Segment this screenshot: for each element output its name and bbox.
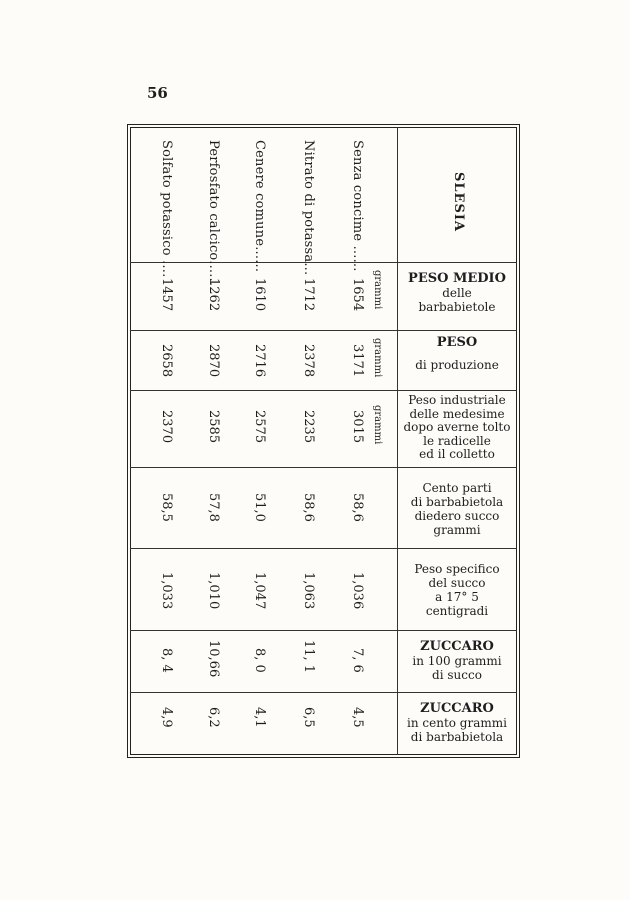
unit-label: grammi xyxy=(372,270,383,310)
table-cell: 7, 6 xyxy=(350,648,365,673)
header-line: diedero succo xyxy=(414,509,500,523)
header-line: del succo xyxy=(428,576,486,590)
header-line: di barbabietola xyxy=(410,495,504,509)
table-cell: 1,036 xyxy=(350,572,365,610)
header-line: Cento parti xyxy=(422,481,492,495)
table-cell: 1,047 xyxy=(252,572,267,610)
row-divider xyxy=(130,390,517,391)
table-cell: 8, 0 xyxy=(252,648,267,673)
column-header xyxy=(398,272,516,314)
row-divider xyxy=(130,467,517,468)
column-header xyxy=(398,336,516,372)
table-cell: 4,9 xyxy=(159,707,174,728)
row-label: Senza concime ...... xyxy=(350,140,365,272)
table-cell: 1,063 xyxy=(301,572,316,610)
header-line: Peso specifico xyxy=(414,562,500,576)
table-cell: 2585 xyxy=(206,410,221,444)
table-cell: 2235 xyxy=(301,410,316,444)
header-line: di succo xyxy=(432,668,482,682)
row-divider xyxy=(130,262,517,263)
header-line: ed il colletto xyxy=(419,447,495,461)
table-cell: 6,2 xyxy=(206,707,221,728)
table-cell: 1457 xyxy=(159,278,174,312)
header-line: Peso industriale xyxy=(408,393,506,407)
table-cell: 57,8 xyxy=(206,493,221,522)
column-header xyxy=(398,702,516,744)
table-cell: 10,66 xyxy=(206,640,221,678)
table-cell: 51,0 xyxy=(252,493,267,522)
header-line: grammi xyxy=(433,523,481,537)
column-header xyxy=(398,481,516,537)
header-line: dopo averne tolto xyxy=(403,420,511,434)
row-label: Cenere comune...... xyxy=(252,140,267,273)
table-cell: 1,033 xyxy=(159,572,174,610)
table-cell: 2378 xyxy=(301,344,316,378)
header-line: ZUCCARO xyxy=(420,701,494,716)
table-cell: 1,010 xyxy=(206,572,221,610)
header-line: PESO xyxy=(436,335,478,350)
table-cell: 1712 xyxy=(301,278,316,312)
row-divider xyxy=(130,692,517,693)
header-line: in 100 grammi xyxy=(412,654,502,668)
header-line: a 17° 5 xyxy=(435,590,479,604)
header-line: di barbabietola xyxy=(410,730,504,744)
row-label: Perfosfato calcico...... xyxy=(206,140,221,287)
page-number: 56 xyxy=(147,84,168,102)
row-divider xyxy=(130,630,517,631)
row-divider xyxy=(130,548,517,549)
table-cell: 2575 xyxy=(252,410,267,444)
header-line: centigradi xyxy=(425,604,489,618)
column-header xyxy=(398,640,516,682)
table-cell: 1654 xyxy=(350,278,365,312)
table-cell: 2658 xyxy=(159,344,174,378)
table-cell: 11, 1 xyxy=(301,640,316,674)
table-cell: 4,1 xyxy=(252,707,267,728)
header-line: le radicelle xyxy=(423,433,491,448)
row-divider xyxy=(130,330,517,331)
unit-label: grammi xyxy=(372,405,383,445)
table-cell: 3015 xyxy=(350,410,365,444)
header-line: ZUCCARO xyxy=(420,639,494,654)
header-line: PESO MEDIO xyxy=(408,271,506,286)
table-cell: 8, 4 xyxy=(159,648,174,673)
row-label: Solfato potassico .... xyxy=(159,140,174,278)
table-cell: 6,5 xyxy=(301,707,316,728)
table-cell: 58,5 xyxy=(159,493,174,522)
table-cell: 58,6 xyxy=(350,493,365,522)
table-cell: 4,5 xyxy=(350,707,365,728)
table-cell: 1262 xyxy=(206,278,221,312)
header-line: in cento grammi xyxy=(407,716,507,730)
row-label: Nitrato di potassa... xyxy=(301,140,316,276)
table-cell: 3171 xyxy=(350,344,365,378)
column-header xyxy=(398,562,516,618)
header-line: di produzione xyxy=(415,358,499,372)
table-cell: 1610 xyxy=(252,278,267,312)
column-header xyxy=(398,394,516,462)
unit-label: grammi xyxy=(372,338,383,378)
header-line: barbabietole xyxy=(418,300,496,314)
region-title: SLESIA xyxy=(451,172,466,232)
table-cell: 58,6 xyxy=(301,493,316,522)
table-cell: 2716 xyxy=(252,344,267,378)
header-line: delle xyxy=(442,286,472,300)
header-line: delle medesime xyxy=(409,406,505,421)
table-cell: 2370 xyxy=(159,410,174,444)
table-cell: 2870 xyxy=(206,344,221,378)
